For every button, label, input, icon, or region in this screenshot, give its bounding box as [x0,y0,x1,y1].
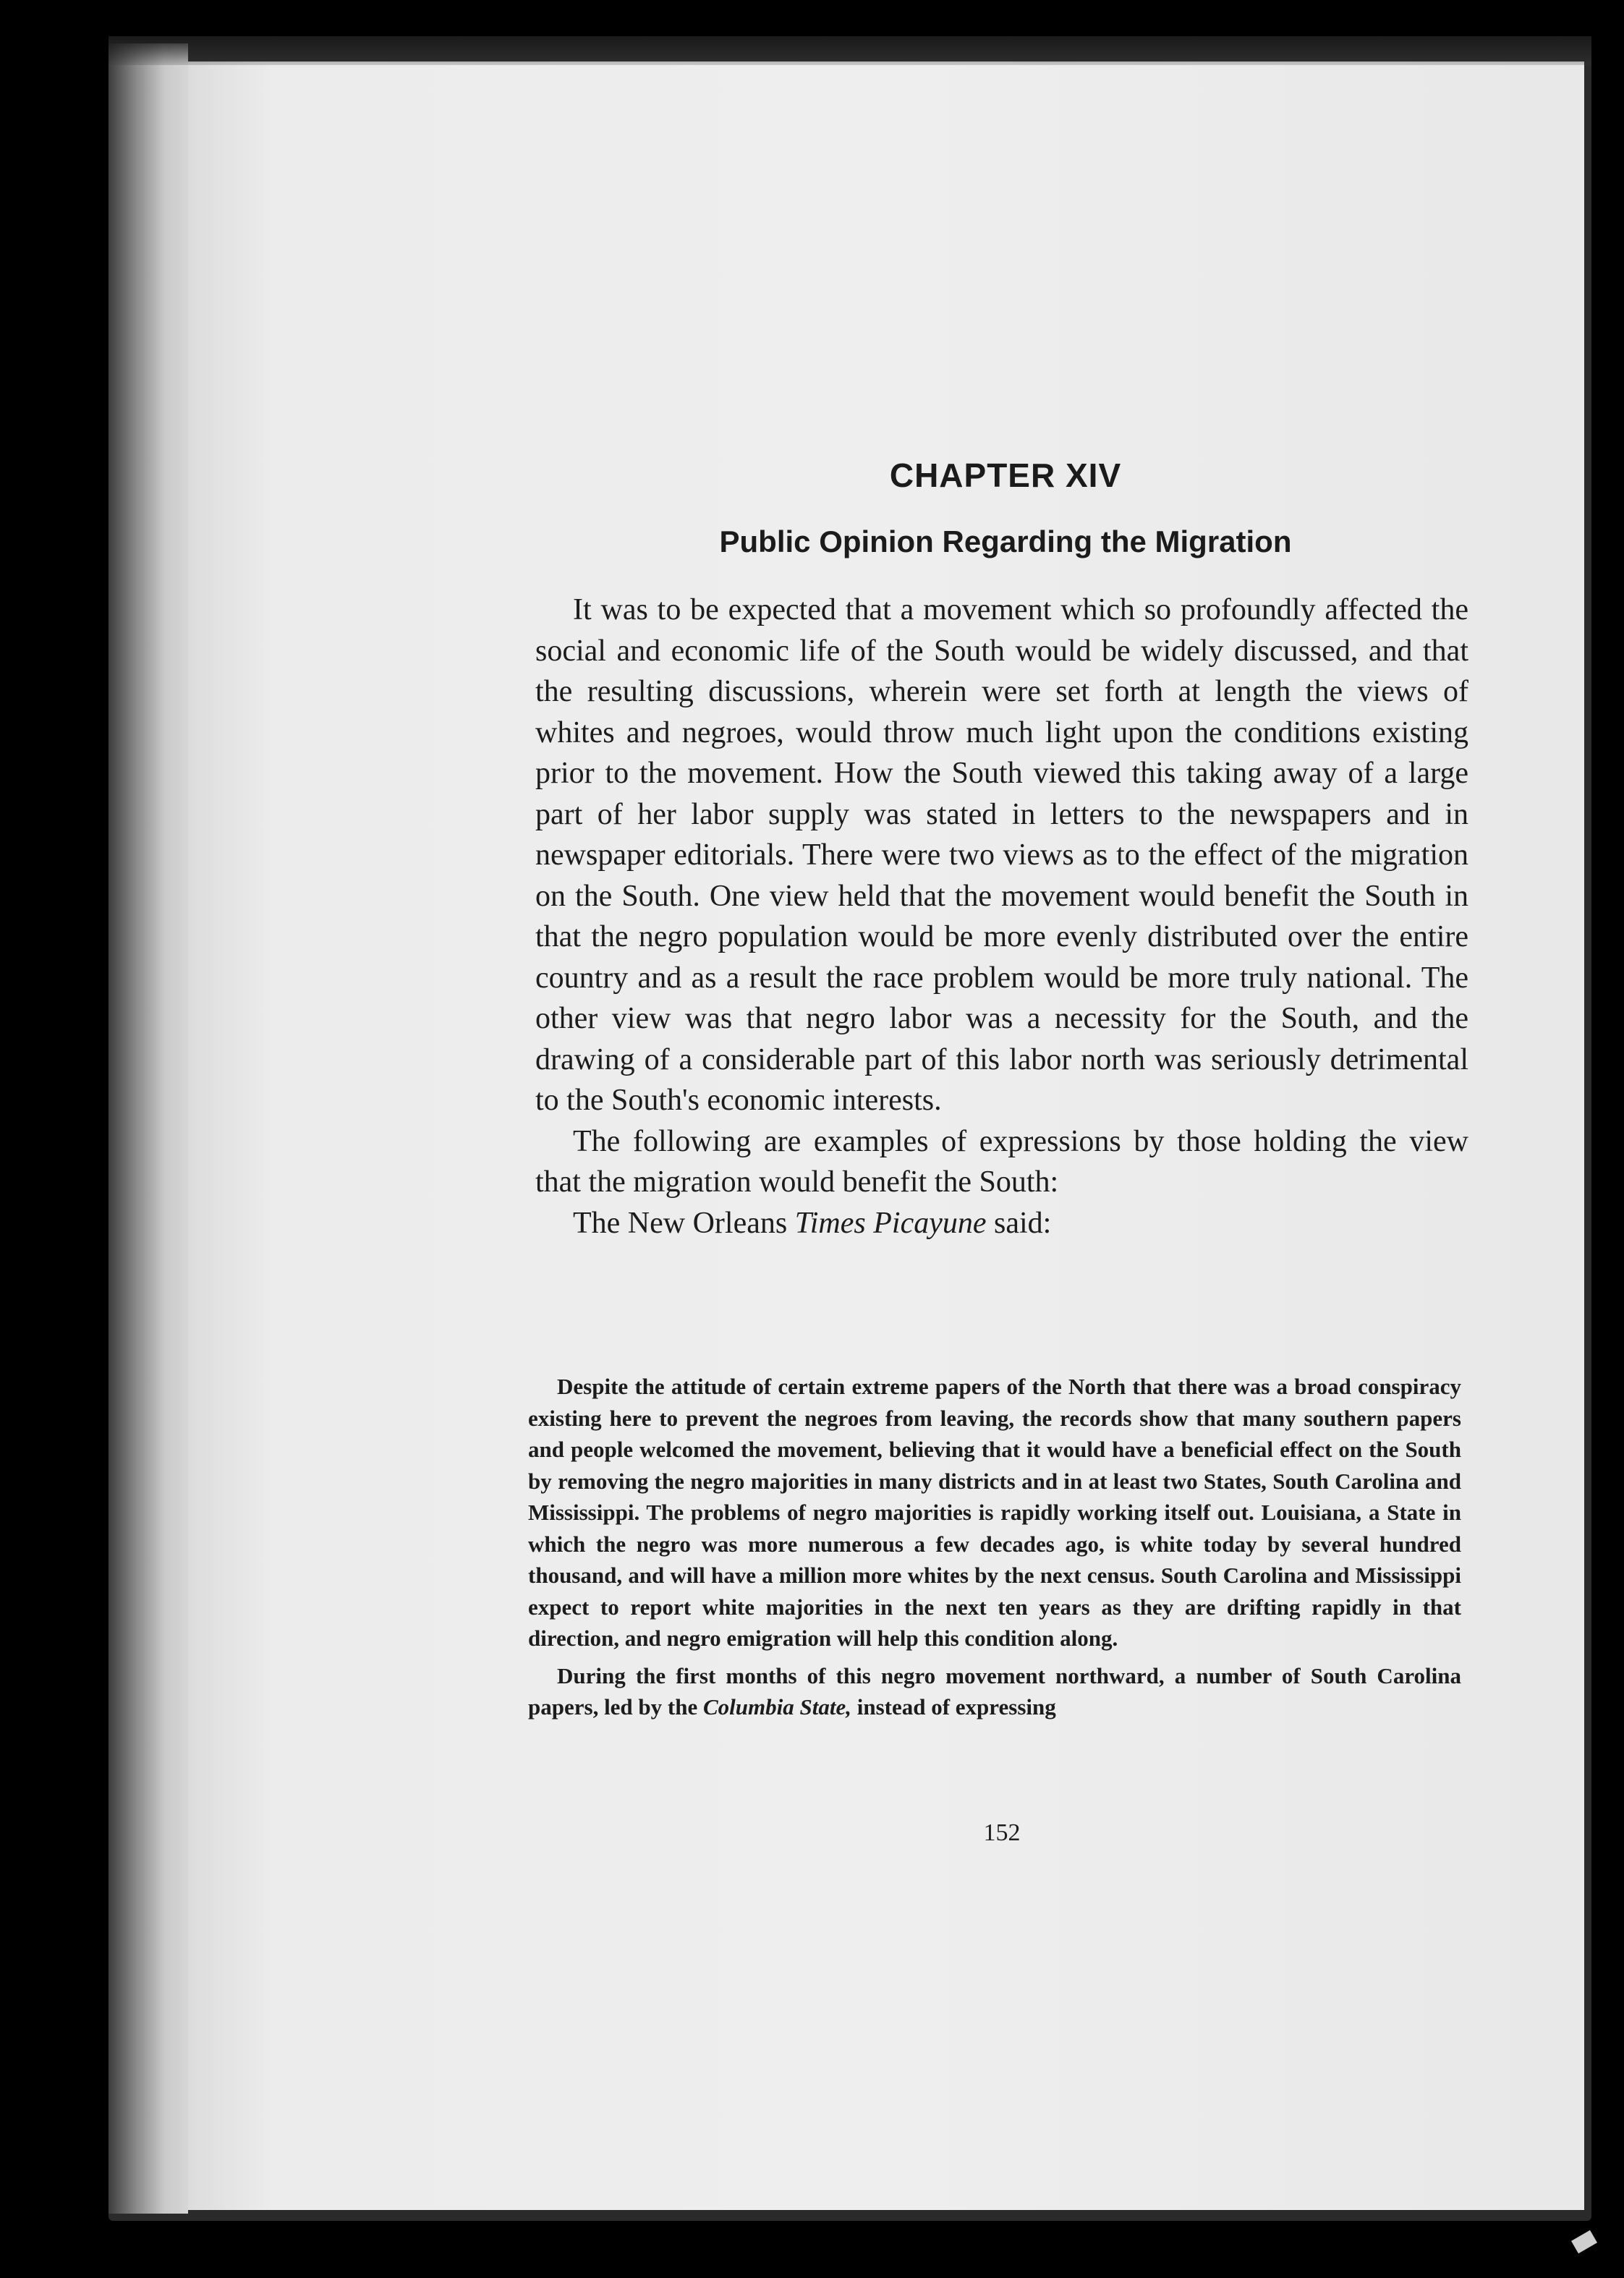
chapter-title: Public Opinion Regarding the Migration [719,524,1292,558]
quote-paragraph [528,1660,1461,1723]
page-top-shadow [109,36,1591,65]
body-text-span: said: [994,1206,1052,1240]
body-text-span: The New Orleans [573,1206,788,1240]
quote-paragraph: Despite the attitude of certain extreme papers of the North that there was a broad conspiracy existing here to prevent the negroes from leaving, the records show that many southern papers and people welcomed the movement, believing that it would have a beneficial effect on the South by removing the negro majorities in many districts and in at least two States, South Carolina and Mississippi. The problems of negro majorities is rapidly working itself out. Louisiana, a State in which the negro was more numerous a few decades ago, is white today by several hundred thousand, and will have a million more whites by the next census. South Carolina and Mississippi expect to report white majorities in the next ten years as they are drifting rapidly in that direction, and negro emigration will help this condition along. [528,1374,1461,1651]
body-text [535,590,1468,1244]
body-paragraph: The following are examples of expressions by those holding the view that the migration would benefit the South: [535,1124,1468,1199]
quote-text-span: During the first months of this negro movement northward, a number of South Carolina papers, led by the [528,1662,1461,1720]
newspaper-name: Columbia State, [703,1694,851,1720]
scan-artifact [1571,2230,1597,2253]
book-spine-edge [109,43,188,2214]
quote-text-span: instead of expressing [856,1694,1056,1720]
body-paragraph: It was to be expected that a movement which so profoundly affected the social and economic life of the South would be widely discussed, and that the resulting discussions, wherein were set forth at length the views of whites and negroes, would throw much light upon the conditions existing prior to the movement. How the South viewed this taking away of a large part of her labor supply was stated in letters to the newspapers and in newspaper editorials. There were two views as to the effect of the migration on the South. One view held that the movement would benefit the South in that the negro population would be more evenly distributed over the entire country and as a result the race problem would be more truly national. The other view was that negro labor was a necessity for the South, and the drawing of a considerable part of this labor north was seriously detrimental to the South's economic interests. [535,593,1468,1117]
block-quote [528,1371,1461,1723]
newspaper-name: Times Picayune [794,1206,987,1240]
page-number: 152 [983,1819,1021,1846]
body-paragraph [535,1203,1468,1244]
chapter-number: CHAPTER XIV [889,456,1122,494]
